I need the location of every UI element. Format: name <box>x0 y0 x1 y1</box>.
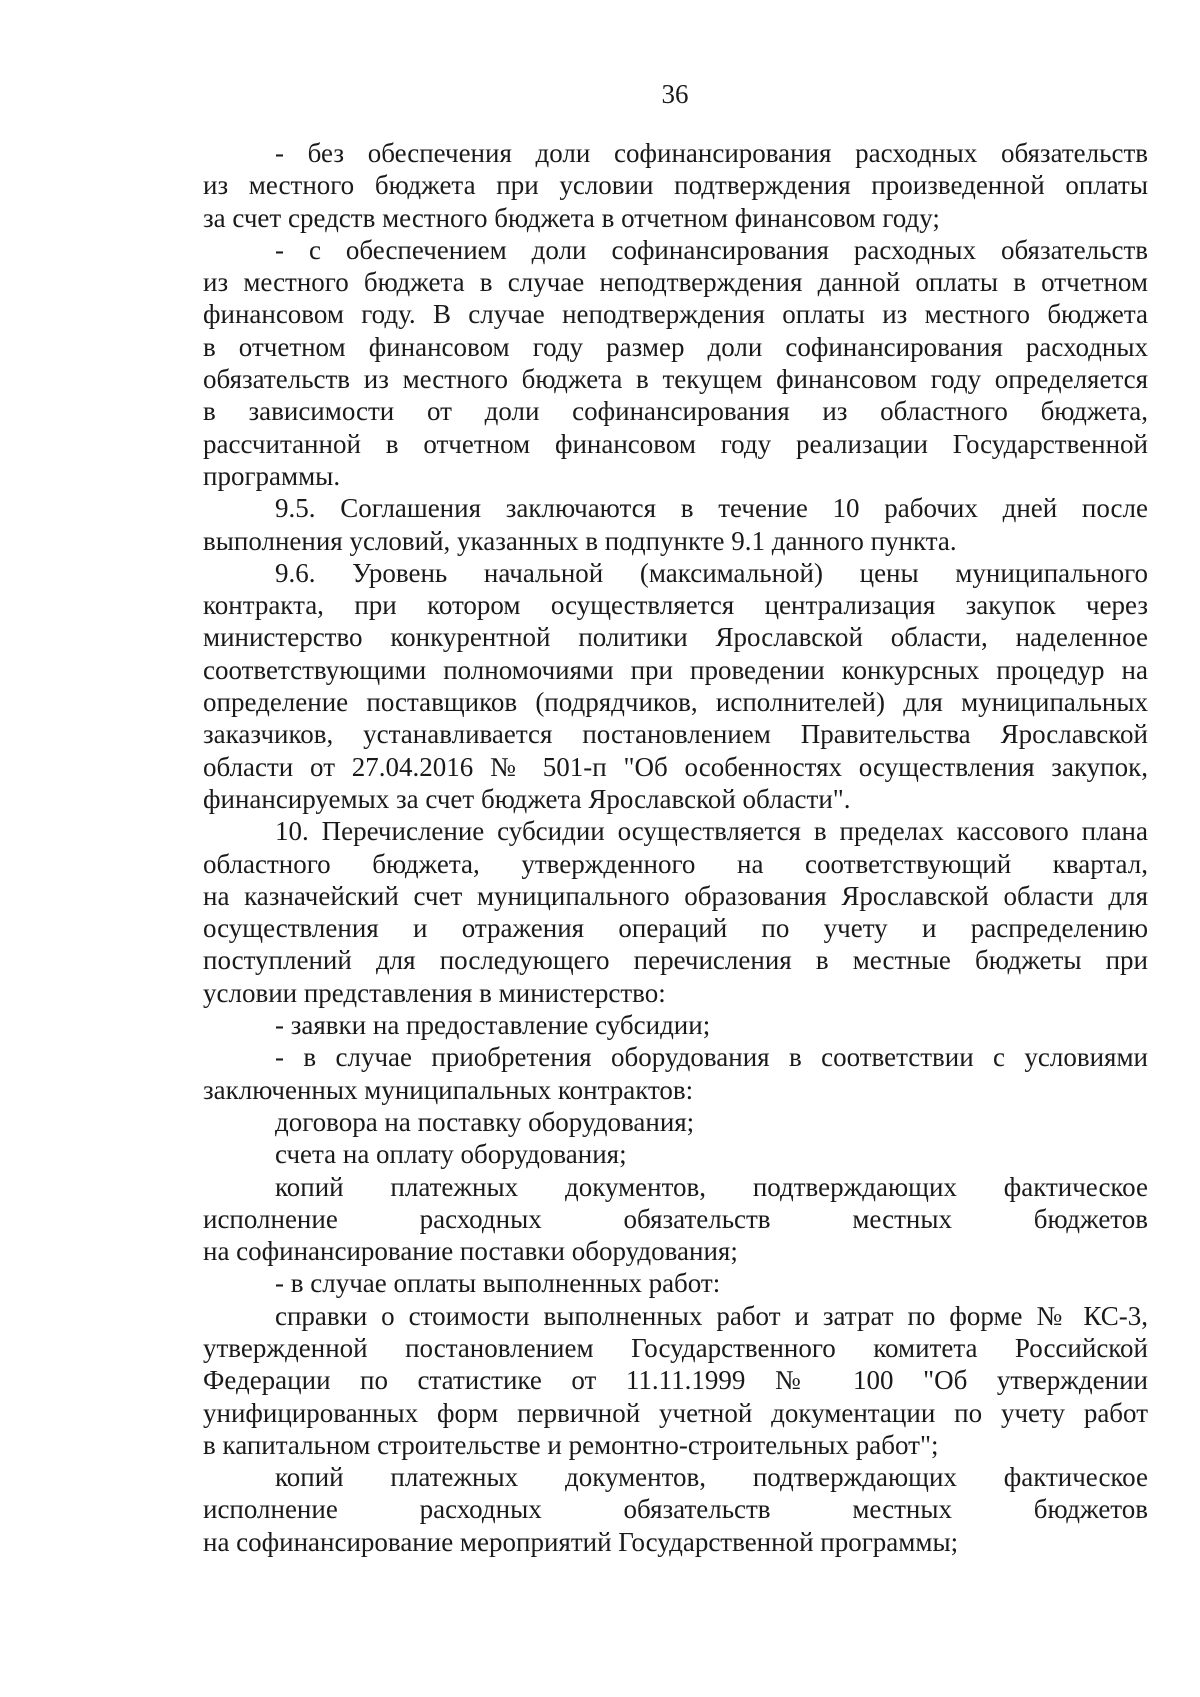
text-line: унифицированных форм первичной учетной документации по учету работ <box>203 1397 1148 1428</box>
text-line: в зависимости от доли софинансирования из областного бюджета, <box>203 396 1148 427</box>
text-line: областного бюджета, утвержденного на соответствующий квартал, <box>203 848 1148 879</box>
text-line: за счет средств местного бюджета в отчетном финансовом году; <box>203 202 940 233</box>
text-line: контракта, при котором осуществляется централизация закупок через <box>203 590 1148 621</box>
text-line: - без обеспечения доли софинансирования расходных обязательств <box>275 138 1148 168</box>
text-line: поступлений для последующего перечисления в местные бюджеты при <box>203 945 1148 976</box>
text-line: финансируемых за счет бюджета Ярославской области". <box>203 783 851 814</box>
text-line: - в случае оплаты выполненных работ: <box>275 1268 721 1299</box>
text-line: заключенных муниципальных контрактов: <box>203 1074 694 1105</box>
text-line: на казначейский счет муниципального образования Ярославской области для <box>203 880 1148 911</box>
page-number: 36 <box>661 79 689 109</box>
text-line: рассчитанной в отчетном финансовом году реализации Государственной <box>203 428 1148 459</box>
text-line: договора на поставку оборудования; <box>275 1106 695 1137</box>
text-line: утвержденной постановлением Государственного комитета Российской <box>203 1332 1148 1363</box>
text-line: исполнение расходных обязательств местных бюджетов <box>203 1203 1148 1234</box>
text-line: 9.5. Соглашения заключаются в течение 10 рабочих дней после <box>275 493 1148 524</box>
text-line: из местного бюджета при условии подтверждения произведенной оплаты <box>203 170 1148 201</box>
text-line: - заявки на предоставление субсидии; <box>275 1010 711 1041</box>
text-line: области от 27.04.2016 № 501-п "Об особенностях осуществления закупок, <box>203 751 1148 782</box>
text-line: выполнения условий, указанных в подпункте 9.1 данного пункта. <box>203 525 957 556</box>
text-line: финансовом году. В случае неподтверждения оплаты из местного бюджета <box>203 299 1148 330</box>
text-line: - с обеспечением доли софинансирования расходных обязательств <box>275 234 1148 265</box>
text-line: копий платежных документов, подтверждающих фактическое <box>275 1171 1148 1202</box>
text-line: в отчетном финансовом году размер доли софинансирования расходных <box>203 331 1148 362</box>
text-line: справки о стоимости выполненных работ и затрат по форме № КС-3, <box>275 1300 1148 1331</box>
document-body <box>203 137 1148 1558</box>
text-line: осуществления и отражения операций по учету и распределению <box>203 913 1148 944</box>
text-line: условии представления в министерство: <box>203 977 666 1008</box>
text-line: соответствующими полномочиями при проведении конкурсных процедур на <box>203 654 1148 685</box>
text-line: счета на оплату оборудования; <box>275 1139 627 1170</box>
text-line: определение поставщиков (подрядчиков, исполнителей) для муниципальных <box>203 687 1148 718</box>
text-line: на софинансирование поставки оборудования; <box>203 1236 738 1267</box>
text-line: исполнение расходных обязательств местных бюджетов <box>203 1494 1148 1525</box>
text-line: из местного бюджета в случае неподтверждения данной оплаты в отчетном <box>203 267 1148 298</box>
text-line: - в случае приобретения оборудования в соответствии с условиями <box>275 1042 1148 1073</box>
text-line: заказчиков, устанавливается постановлением Правительства Ярославской <box>203 719 1148 750</box>
text-line: в капитальном строительстве и ремонтно-строительных работ"; <box>203 1429 939 1460</box>
text-line: Федерации по статистике от 11.11.1999 № 100 "Об утверждении <box>203 1365 1148 1396</box>
text-line: обязательств из местного бюджета в текущем финансовом году определяется <box>203 364 1148 395</box>
text-line: 10. Перечисление субсидии осуществляется в пределах кассового плана <box>275 816 1148 847</box>
text-line: 9.6. Уровень начальной (максимальной) цены муниципального <box>275 557 1148 588</box>
text-line: копий платежных документов, подтверждающих фактическое <box>275 1462 1148 1493</box>
text-line: на софинансирование мероприятий Государственной программы; <box>203 1526 959 1557</box>
text-line: программы. <box>203 460 341 491</box>
text-line: министерство конкурентной политики Ярославской области, наделенное <box>203 622 1148 653</box>
